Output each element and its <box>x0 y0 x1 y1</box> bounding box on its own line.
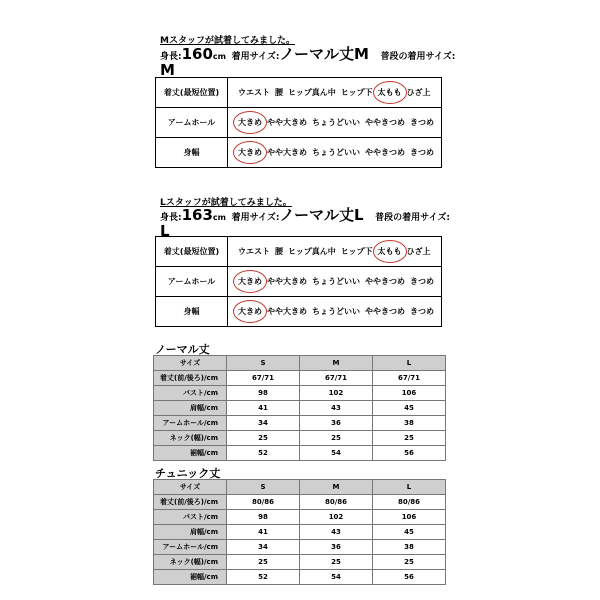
size-cell: 25 <box>227 431 300 446</box>
size-header-row <box>154 480 446 495</box>
size-cell: 106 <box>373 510 446 525</box>
fit-option: ウエスト <box>238 247 270 256</box>
height-label: 身長: <box>160 213 182 223</box>
size-cell: 67/71 <box>227 371 300 386</box>
staff-l-fit-table <box>155 236 442 327</box>
size-row <box>154 555 446 570</box>
size-row <box>154 510 446 525</box>
size-row-label: 肩幅/cm <box>154 401 227 416</box>
fit-row-label: 着丈(最短位置) <box>156 237 228 267</box>
fit-option: やや大きめ <box>267 277 307 286</box>
fit-row <box>156 267 442 297</box>
height-label: 身長: <box>160 52 182 62</box>
size-row-label: 着丈(前/後ろ)/cm <box>154 495 227 510</box>
fit-option: やや大きめ <box>267 148 307 157</box>
size-row-label: 裾幅/cm <box>154 446 227 461</box>
fit-row <box>156 78 442 108</box>
staff-m-fit-table <box>155 77 442 168</box>
staff-m-info <box>160 46 455 62</box>
fit-option: やや大きめ <box>267 307 307 316</box>
size-row <box>154 570 446 585</box>
fit-option-circled: 太もも <box>377 247 402 256</box>
size-header-row <box>154 356 446 371</box>
size-header-cell: L <box>373 480 446 495</box>
staff-l-title: Lスタッフが試着してみました。 <box>160 198 292 208</box>
fit-row-label: 着丈(最短位置) <box>156 78 228 108</box>
size-cell: 54 <box>300 446 373 461</box>
size-cell: 52 <box>227 446 300 461</box>
fit-option: きつめ <box>410 118 434 127</box>
usual-size-value: M <box>160 61 175 79</box>
fit-option: ちょうどいい <box>312 307 360 316</box>
fit-option: ちょうどいい <box>312 118 360 127</box>
size-row-label: ネック(幅)/cm <box>154 555 227 570</box>
fit-option: きつめ <box>410 277 434 286</box>
size-cell: 34 <box>227 540 300 555</box>
fit-option: ちょうどいい <box>312 277 360 286</box>
tunic-size-table <box>153 479 446 585</box>
fit-row <box>156 138 442 168</box>
size-cell: 34 <box>227 416 300 431</box>
fit-row-label: アームホール <box>156 267 228 297</box>
fit-option: ヒップ真ん中 <box>288 88 336 97</box>
size-label: 着用サイズ: <box>231 213 280 223</box>
fit-option: ややきつめ <box>365 277 405 286</box>
size-cell: 25 <box>300 431 373 446</box>
size-cell: 36 <box>300 540 373 555</box>
size-cell: 38 <box>373 540 446 555</box>
size-cell: 25 <box>227 555 300 570</box>
fit-options <box>228 138 442 168</box>
size-header-cell: サイズ <box>154 356 227 371</box>
normal-size-table <box>153 355 446 461</box>
fit-option: ややきつめ <box>365 148 405 157</box>
size-row-label: 着丈(前/後ろ)/cm <box>154 371 227 386</box>
size-row-label: 裾幅/cm <box>154 570 227 585</box>
size-row <box>154 431 446 446</box>
fit-options <box>228 78 442 108</box>
height-value: 160 <box>181 45 213 63</box>
size-cell: 67/71 <box>373 371 446 386</box>
size-cell: 25 <box>300 555 373 570</box>
size-header-cell: サイズ <box>154 480 227 495</box>
size-row <box>154 401 446 416</box>
fit-row-label: 身幅 <box>156 138 228 168</box>
size-cell: 80/86 <box>227 495 300 510</box>
size-cell: 56 <box>373 570 446 585</box>
size-cell: 41 <box>227 401 300 416</box>
fit-options <box>228 108 442 138</box>
fit-option-circled: 大きめ <box>238 277 262 286</box>
size-row <box>154 416 446 431</box>
size-cell: 102 <box>300 510 373 525</box>
fit-option: きつめ <box>410 307 434 316</box>
staff-m-title: Mスタッフが試着してみました。 <box>160 36 295 46</box>
normal-table-title: ノーマル丈 <box>155 343 210 356</box>
size-cell: 98 <box>227 510 300 525</box>
fit-option: ウエスト <box>238 88 270 97</box>
size-row <box>154 371 446 386</box>
fit-option: ヒップ下 <box>340 88 373 97</box>
height-unit: cm <box>212 213 226 222</box>
size-value: ノーマル丈M <box>279 45 369 63</box>
size-cell: 41 <box>227 525 300 540</box>
size-row <box>154 386 446 401</box>
size-header-cell: M <box>300 480 373 495</box>
fit-option: ひざ上 <box>406 247 431 256</box>
fit-option-circled: 大きめ <box>238 307 262 316</box>
size-cell: 106 <box>373 386 446 401</box>
size-row <box>154 446 446 461</box>
fit-option: ちょうどいい <box>312 148 360 157</box>
size-row-label: バスト/cm <box>154 386 227 401</box>
size-cell: 38 <box>373 416 446 431</box>
size-cell: 67/71 <box>300 371 373 386</box>
fit-row-label: 身幅 <box>156 297 228 327</box>
fit-option: ひざ上 <box>406 88 431 97</box>
size-cell: 80/86 <box>300 495 373 510</box>
fit-option: きつめ <box>410 148 434 157</box>
size-cell: 36 <box>300 416 373 431</box>
usual-size-label: 普段の着用サイズ: <box>380 52 456 62</box>
size-cell: 45 <box>373 401 446 416</box>
size-row <box>154 495 446 510</box>
size-header-cell: M <box>300 356 373 371</box>
fit-row <box>156 297 442 327</box>
fit-option-circled: 大きめ <box>238 118 262 127</box>
size-label: 着用サイズ: <box>231 52 280 62</box>
fit-row <box>156 237 442 267</box>
size-value: ノーマル丈L <box>279 206 364 224</box>
size-row-label: 肩幅/cm <box>154 525 227 540</box>
size-row-label: ネック(幅)/cm <box>154 431 227 446</box>
size-cell: 98 <box>227 386 300 401</box>
tunic-table-title: チュニック丈 <box>155 467 221 480</box>
height-value: 163 <box>181 206 213 224</box>
size-cell: 25 <box>373 555 446 570</box>
size-cell: 52 <box>227 570 300 585</box>
size-row-label: アームホール/cm <box>154 540 227 555</box>
size-cell: 102 <box>300 386 373 401</box>
size-cell: 45 <box>373 525 446 540</box>
size-cell: 43 <box>300 525 373 540</box>
fit-option: ヒップ真ん中 <box>288 247 336 256</box>
fit-option-circled: 太もも <box>377 88 402 97</box>
size-cell: 54 <box>300 570 373 585</box>
fit-option: ややきつめ <box>365 118 405 127</box>
size-cell: 80/86 <box>373 495 446 510</box>
fit-options <box>228 237 442 267</box>
usual-size-label: 普段の着用サイズ: <box>375 213 451 223</box>
size-cell: 43 <box>300 401 373 416</box>
size-header-cell: S <box>227 356 300 371</box>
fit-option: 腰 <box>275 247 283 256</box>
fit-options <box>228 267 442 297</box>
size-row <box>154 540 446 555</box>
size-cell: 25 <box>373 431 446 446</box>
size-header-cell: S <box>227 480 300 495</box>
size-cell: 56 <box>373 446 446 461</box>
fit-option: ややきつめ <box>365 307 405 316</box>
usual-size-value: L <box>160 222 170 240</box>
fit-options <box>228 297 442 327</box>
fit-option: やや大きめ <box>267 118 307 127</box>
size-row-label: アームホール/cm <box>154 416 227 431</box>
size-row <box>154 525 446 540</box>
fit-row-label: アームホール <box>156 108 228 138</box>
fit-row <box>156 108 442 138</box>
size-header-cell: L <box>373 356 446 371</box>
fit-option: ヒップ下 <box>340 247 373 256</box>
staff-l-info <box>160 207 450 223</box>
size-row-label: バスト/cm <box>154 510 227 525</box>
height-unit: cm <box>212 52 226 61</box>
fit-option-circled: 大きめ <box>238 148 262 157</box>
fit-option: 腰 <box>275 88 283 97</box>
